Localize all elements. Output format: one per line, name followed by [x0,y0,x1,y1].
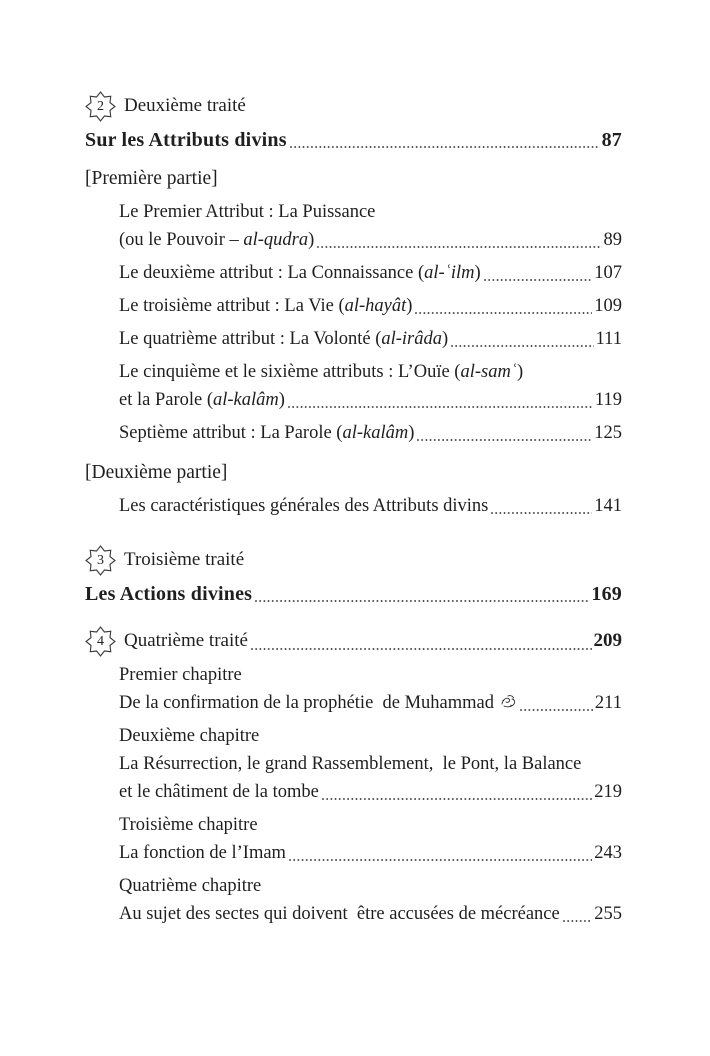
toc-entry [119,872,622,928]
star-ornament-icon [85,626,116,657]
page-number: 107 [594,263,622,283]
toc-entry-line [119,839,622,867]
toc-entry-line [119,872,622,900]
dot-leader [255,579,589,609]
entry-text: ) [406,296,413,316]
treatise-title-text: Sur les Attributs divins [85,129,287,151]
toc-entry-line [119,661,622,689]
part-heading [85,459,622,487]
star-number: 2 [97,98,104,114]
entry-text: al-kalâm [213,390,279,410]
treatise-title-row [85,579,622,609]
treatise-heading-row [85,544,622,575]
dot-leader [417,419,592,447]
star-number: 3 [97,552,104,568]
toc-entry-line [119,811,622,839]
entry-text: ) [442,329,449,349]
entry-text: ) [308,230,315,250]
toc-entry-line [119,259,622,287]
page-number: 209 [593,629,622,651]
star-ornament-icon [85,91,116,122]
dot-leader [251,625,592,656]
toc-entry [119,722,622,806]
toc-entry-line [119,689,622,717]
treatise-heading-row [85,625,622,656]
toc-entry-line [119,900,622,928]
toc-entry-line [119,386,622,414]
entry-text: al-hayât [344,296,407,316]
dot-leader [415,292,592,320]
dot-leader [484,259,593,287]
entry-text: Le quatrième attribut : La Volonté ( [119,329,382,349]
treatise-title-text: Les Actions divines [85,583,253,605]
toc-entry-line [119,358,622,386]
page-number: 219 [594,782,622,802]
toc-entry-line [119,778,622,806]
toc-entry [119,811,622,867]
part-heading-text: [Deuxième partie] [85,462,228,483]
entry-text: Septième attribut : La Parole ( [119,423,343,443]
entry-text: ) [278,390,285,410]
entry-text: Troisième chapitre [119,815,258,835]
dot-leader [288,386,593,414]
toc-entry [119,292,622,320]
treatise-label-text: Troisième traité [124,548,245,570]
entry-text: al-ʿilm [424,263,475,283]
treatise-label-text: Deuxième traité [124,94,246,116]
dot-leader [289,839,592,867]
dot-leader [491,492,592,520]
toc-entry [119,325,622,353]
page-number: 89 [603,230,622,250]
toc-entry-line [119,750,622,778]
entry-text: De la confirmation de la prophétie de Muhammad [119,693,499,713]
dot-leader [563,900,593,928]
entry-text: ) [474,263,481,283]
entry-text: (ou le Pouvoir – [119,230,244,250]
toc-entry-line [119,198,622,226]
toc-entry-line [119,325,622,353]
dot-leader [317,226,601,254]
treatise-label-text: Quatrième traité [124,629,248,651]
toc-entry [119,259,622,287]
entry-text: al-samʿ [460,362,517,382]
entry-text: ) [408,423,415,443]
page-number: 119 [594,390,622,410]
star-ornament-icon [85,545,116,576]
dot-leader [322,778,592,806]
dot-leader [451,325,593,353]
toc-entry-line [119,722,622,750]
entry-text: La fonction de l’Imam [119,843,286,863]
part-heading [85,165,622,193]
toc-entry [119,661,622,717]
entry-text: Deuxième chapitre [119,726,260,746]
toc-entry [119,198,622,254]
dot-leader [520,689,593,717]
entry-text: Le Premier Attribut : La Puissance [119,202,376,222]
toc-entry [119,419,622,447]
entry-text: Le deuxième attribut : La Connaissance ( [119,263,425,283]
page-number: 169 [591,583,622,605]
star-number: 4 [97,633,104,649]
page-number: 109 [594,296,622,316]
toc-entry [119,492,622,520]
entry-text: Le troisième attribut : La Vie ( [119,296,345,316]
entry-text: Les caractéristiques générales des Attributs divins [119,496,489,516]
entry-text: Quatrième chapitre [119,876,262,896]
entry-text: al-irâda [381,329,442,349]
entry-text: al-qudra [243,230,309,250]
page-number: 87 [601,129,622,151]
entry-text: Le cinquième et le sixième attributs : L’Ouïe ( [119,362,461,382]
entry-text: Premier chapitre [119,665,242,685]
dot-leader [290,125,600,155]
toc-entry-line [119,226,622,254]
page-number: 141 [594,496,622,516]
entry-text: et le châtiment de la tombe [119,782,319,802]
page-number: 211 [594,693,622,713]
entry-text: et la Parole ( [119,390,213,410]
page-number: 111 [595,329,622,349]
treatise-title-row [85,125,622,155]
entry-text: ) [517,362,524,382]
toc-entry-line [119,492,622,520]
part-heading-text: [Première partie] [85,168,218,189]
toc-entry-line [119,419,622,447]
entry-text: al-kalâm [342,423,409,443]
muhammad-honorific-icon [500,690,517,718]
entry-text: Au sujet des sectes qui doivent être accusées de mécréance [119,904,560,924]
treatise-heading-row [85,90,622,121]
page-number: 125 [594,423,622,443]
page-number: 243 [594,843,622,863]
entry-text: La Résurrection, le grand Rassemblement, le Pont, la Balance [119,754,582,774]
page-number: 255 [594,904,622,924]
toc-entry-line [119,292,622,320]
toc-entry [119,358,622,414]
